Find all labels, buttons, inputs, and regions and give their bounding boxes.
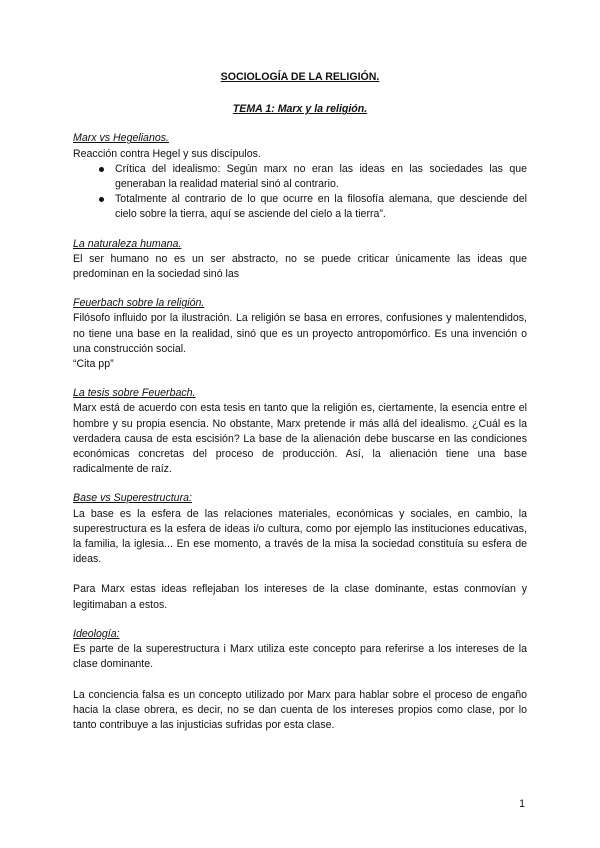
section-heading: Base vs Superestructura: xyxy=(73,492,192,505)
document-title: SOCIOLOGÍA DE LA RELIGIÓN. xyxy=(220,71,380,83)
section-paragraph: La conciencia falsa es un concepto utilizado por Marx para hablar sobre el proceso de engaño hacia la clase obrera, es decir, no se dan cuenta de los intereses propios como clase, por lo tanto contribuye a las injusticias sufridas por esta clase. xyxy=(73,688,527,731)
section-paragraph: Filósofo influido por la ilustración. La religión se basa en errores, confusiones y malentendidos, no tiene una base en la realidad, sinó que es un proyecto antropomórfico. Es una invención o una construcción social. xyxy=(73,312,527,355)
section-ideologia xyxy=(73,627,527,733)
section-heading: Ideología: xyxy=(73,627,120,640)
section-paragraph: La base es la esfera de las relaciones materiales, económicas y sociales, en cambio, la superestructura es la esfera de ideas i/o cultura, como por ejemplo las instituciones educativas, la familia, la iglesia... En ese momento, a través de la misa la sociedad constituía su esfera de ideas. xyxy=(73,507,527,566)
bullet-list xyxy=(73,162,527,223)
section-feuerbach-religion xyxy=(73,296,527,372)
section-heading: La naturaleza humana. xyxy=(73,237,182,250)
section-paragraph: Marx está de acuerdo con esta tesis en tanto que la religión es, ciertamente, la esencia entre el hombre y su propia esencia. No obstante, Marx pretende ir más allá del idealismo. ¿Cuál es la verdadera causa de esta escisión? La base de la alienación debe buscarse en las condiciones económicas concretas del proceso de producción. Así, la alienación tiene una base radicalmente de raíz. xyxy=(73,402,527,476)
section-tesis-feuerbach xyxy=(73,386,527,477)
section-marx-hegelianos xyxy=(73,131,527,222)
document-body xyxy=(73,70,527,733)
section-paragraph: Es parte de la superestructura i Marx utiliza este concepto para referirse a los intereses de la clase dominante. xyxy=(73,643,527,671)
section-base-superestructura xyxy=(73,491,527,612)
section-naturaleza-humana xyxy=(73,237,527,283)
bullet-item: Totalmente al contrario de lo que ocurre en la filosofía alemana, que desciende del cielo sobre la tierra, aquí se asciende del cielo a la tierra”. xyxy=(115,192,527,222)
section-intro: Reacción contra Hegel y sus discípulos. xyxy=(73,147,261,160)
page-number: 1 xyxy=(519,798,525,810)
section-heading: Marx vs Hegelianos. xyxy=(73,132,169,145)
section-heading: Feuerbach sobre la religión. xyxy=(73,297,205,310)
section-quote: “Cita pp” xyxy=(73,358,114,371)
section-heading: La tesis sobre Feuerbach. xyxy=(73,387,196,400)
section-paragraph: El ser humano no es un ser abstracto, no se puede criticar únicamente las ideas que predominan en la sociedad sinó las xyxy=(73,252,527,281)
bullet-item: Crítica del idealismo: Según marx no eran las ideas en las sociedades las que generaban la realidad material sinó al contrario. xyxy=(115,162,527,192)
document-subtitle: TEMA 1: Marx y la religión. xyxy=(232,103,368,116)
section-paragraph: Para Marx estas ideas reflejaban los intereses de la clase dominante, estas conmovían y legitimaban a estos. xyxy=(73,583,527,611)
